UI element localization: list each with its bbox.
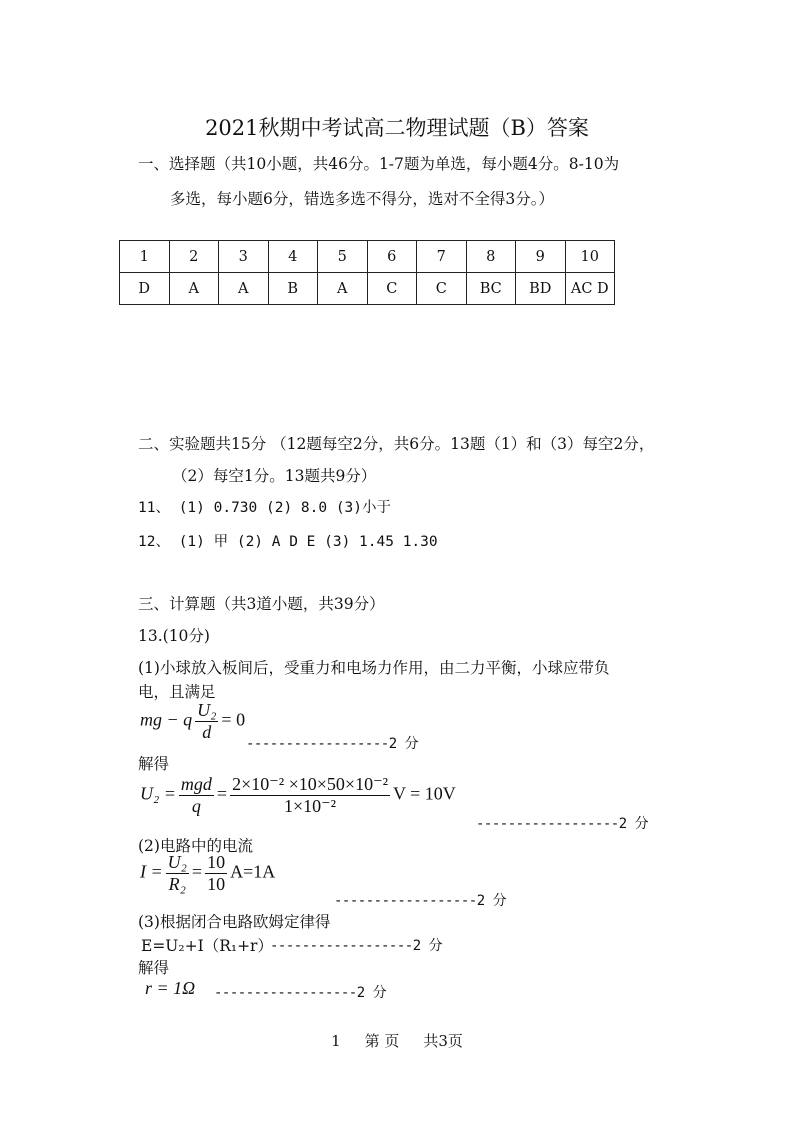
eq3-mid: = [191,861,203,882]
eq2-rhs: V = 10V [392,783,456,804]
score-mark: ------------------2 分 [270,938,443,954]
part1-line2: 电，且满足 [138,683,216,701]
table-cell: C [367,273,417,305]
equation-4: E=U₂+I（R₁+r） [141,937,273,955]
table-cell: 7 [417,241,467,273]
eq3-num1: U₂ [167,852,187,872]
page-title: 2021秋期中考试高二物理试题（B）答案 [205,116,589,140]
score-mark: ------------------2 分 [476,816,649,832]
eq3-den2: 10 [207,874,226,894]
eq2-fraction-1 [179,774,214,817]
solve-label-1: 解得 [138,755,170,773]
score-mark: ------------------2 分 [246,736,419,752]
eq3-lhs: I = [140,861,163,882]
part1-line1: (1)小球放入板间后，受重力和电场力作用，由二力平衡，小球应带负 [138,659,610,677]
section2-line2: （2）每空1分。13题共9分） [172,467,377,485]
table-cell: C [417,273,467,305]
eq1-rhs: = 0 [221,709,246,730]
section1-line1: 一、选择题（共10小题，共46分。1-7题为单选，每小题4分。8-10为 [138,155,620,173]
eq3-num2: 10 [207,852,226,872]
page-footer [0,1030,794,1051]
table-cell: 4 [268,241,318,273]
equation-1 [140,700,245,743]
question-13-label: 13.(10分) [138,627,210,645]
table-cell: 3 [219,241,269,273]
table-cell: B [268,273,318,305]
answer-table-header-row [120,241,615,273]
eq2-fraction-2 [230,774,390,817]
solve-label-2: 解得 [138,959,170,977]
eq2-num2: 2×10⁻² ×10×50×10⁻² [232,774,388,794]
answer-table [119,240,615,305]
answer-11: 11、 (1) 0.730 (2) 8.0 (3)小于 [138,500,392,516]
page-number: 1 [331,1032,341,1050]
footer-label-total: 共3页 [423,1032,463,1050]
answer-table-answer-row [120,273,615,305]
section2-line1: 二、实验题共15分 （12题每空2分，共6分。13题（1）和（3）每空2分， [138,435,655,453]
table-cell: 9 [516,241,566,273]
eq1-den: d [195,721,218,743]
eq3-fraction-2 [205,852,227,895]
section3-heading: 三、计算题（共3道小题，共39分） [138,595,385,613]
score-mark: ------------------2 分 [214,985,387,1001]
answer-12: 12、 (1) 甲 (2) A D E (3) 1.45 1.30 [138,534,438,550]
eq2-den1: q [179,795,214,817]
table-cell: A [219,273,269,305]
score-mark: ------------------2 分 [334,893,507,909]
table-cell: A [169,273,219,305]
footer-label-page: 第 页 [364,1032,400,1050]
part3-label: (3)根据闭合电路欧姆定律得 [138,913,331,931]
eq2-den2: 1×10⁻² [230,795,390,817]
table-cell: D [120,273,170,305]
eq3-den1: R₂ [166,873,189,895]
equation-2 [140,774,456,817]
eq2-mid: = [216,783,228,804]
table-cell: 2 [169,241,219,273]
table-cell: A [318,273,368,305]
eq1-num: U₂ [197,700,217,720]
table-cell: AC D [565,273,615,305]
table-cell: BC [466,273,516,305]
table-cell: 5 [318,241,368,273]
section1-line2: 多选，每小题6分，错选多选不得分，选对不全得3分。） [170,190,554,208]
part2-label: (2)电路中的电流 [138,837,253,855]
eq3-fraction-1 [166,852,189,895]
eq2-num1: mgd [180,774,212,794]
table-cell: 1 [120,241,170,273]
equation-5: r = 1Ω [145,978,196,998]
table-cell: 6 [367,241,417,273]
eq3-rhs: A=1A [230,861,276,882]
table-cell: 8 [466,241,516,273]
table-cell: BD [516,273,566,305]
table-cell: 10 [565,241,615,273]
equation-3 [140,852,275,895]
eq1-lhs: mg − q [140,709,193,730]
eq1-fraction [195,700,218,743]
eq2-lhs: U₂ = [140,783,176,804]
